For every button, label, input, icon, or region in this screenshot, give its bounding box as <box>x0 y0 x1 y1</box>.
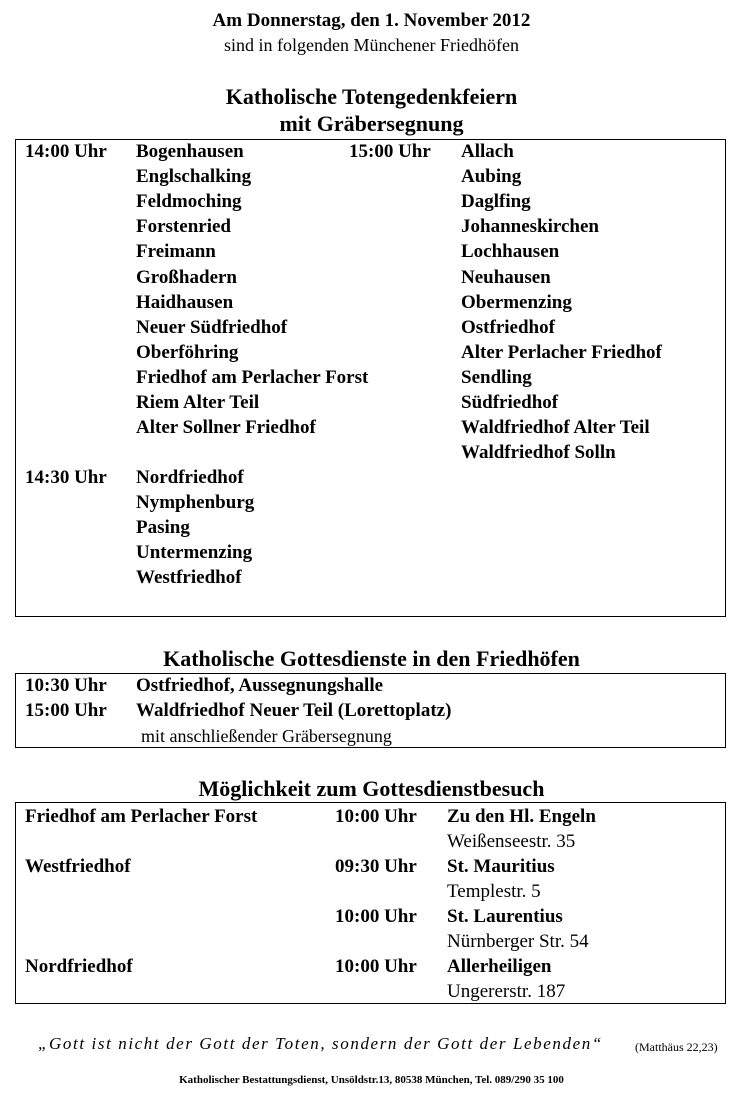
cemetery-item: Aubing <box>461 166 522 187</box>
service-time: 10:00 Uhr <box>335 956 417 977</box>
service-time: 15:00 Uhr <box>25 700 107 721</box>
cemetery-item: Ostfriedhof <box>461 317 555 338</box>
section1-subtitle: mit Gräbersegnung <box>279 111 464 136</box>
section1-box <box>15 139 726 617</box>
cemetery-item: Großhadern <box>136 267 238 288</box>
cemetery-item: Untermenzing <box>136 542 253 563</box>
cemetery-item: Nordfriedhof <box>136 467 244 488</box>
cemetery-item: Waldfriedhof Solln <box>461 442 616 463</box>
cemetery-item: Nymphenburg <box>136 492 255 513</box>
cemetery-item: Sendling <box>461 367 532 388</box>
section2-title: Katholische Gottesdienste in den Friedhöfen <box>163 646 580 671</box>
church-address: Nürnberger Str. 54 <box>447 931 589 952</box>
cemetery-item: Südfriedhof <box>461 392 559 413</box>
cemetery-item: Pasing <box>136 517 190 538</box>
service-time: 10:00 Uhr <box>335 906 417 927</box>
bible-reference: (Matthäus 22,23) <box>635 1040 718 1054</box>
service-note: mit anschließender Gräbersegnung <box>141 726 392 746</box>
footer-contact: Katholischer Bestattungsdienst, Unsöldstr.13, 80538 München, Tel. 089/290 35 100 <box>179 1074 564 1086</box>
church-name: Zu den Hl. Engeln <box>447 806 596 827</box>
section1-title: Katholische Totengedenkfeiern <box>225 84 518 109</box>
cemetery-name: Friedhof am Perlacher Forst <box>25 806 258 827</box>
service-time: 10:30 Uhr <box>25 675 107 696</box>
cemetery-item: Forstenried <box>136 216 231 237</box>
cemetery-item: Waldfriedhof Alter Teil <box>461 417 650 438</box>
service-location: Ostfriedhof, Aussegnungshalle <box>136 675 384 696</box>
church-name: St. Mauritius <box>447 856 555 877</box>
time-label: 14:30 Uhr <box>25 467 107 488</box>
cemetery-item: Neuhausen <box>461 267 551 288</box>
cemetery-item: Neuer Südfriedhof <box>136 317 288 338</box>
header-date: Am Donnerstag, den 1. November 2012 <box>212 10 531 31</box>
cemetery-item: Freimann <box>136 241 216 262</box>
cemetery-item: Alter Perlacher Friedhof <box>461 342 662 363</box>
service-location: Waldfriedhof Neuer Teil (Lorettoplatz) <box>136 700 452 721</box>
cemetery-item: Johanneskirchen <box>461 216 599 237</box>
cemetery-item: Haidhausen <box>136 292 234 313</box>
church-address: Ungererstr. 187 <box>447 981 566 1002</box>
header-subline: sind in folgenden Münchener Friedhöfen <box>224 35 519 55</box>
section3-title: Möglichkeit zum Gottesdienstbesuch <box>198 776 545 801</box>
service-time: 09:30 Uhr <box>335 856 417 877</box>
cemetery-item: Daglfing <box>461 191 531 212</box>
time-label: 14:00 Uhr <box>25 141 107 162</box>
cemetery-name: Westfriedhof <box>25 856 131 877</box>
cemetery-item: Oberföhring <box>136 342 239 363</box>
service-time: 10:00 Uhr <box>335 806 417 827</box>
church-address: Weißenseestr. 35 <box>447 831 576 852</box>
cemetery-item: Bogenhausen <box>136 141 244 162</box>
bible-quote: „Gott ist nicht der Gott der Toten, sondern der Gott der Lebenden“ <box>38 1034 603 1053</box>
cemetery-item: Lochhausen <box>461 241 560 262</box>
cemetery-name: Nordfriedhof <box>25 956 133 977</box>
cemetery-item: Allach <box>461 141 514 162</box>
cemetery-item: Alter Sollner Friedhof <box>136 417 316 438</box>
cemetery-item: Obermenzing <box>461 292 572 313</box>
cemetery-item: Friedhof am Perlacher Forst <box>136 367 369 388</box>
cemetery-item: Englschalking <box>136 166 252 187</box>
time-label: 15:00 Uhr <box>349 141 431 162</box>
cemetery-item: Feldmoching <box>136 191 242 212</box>
church-name: Allerheiligen <box>447 956 552 977</box>
cemetery-item: Westfriedhof <box>136 567 242 588</box>
church-name: St. Laurentius <box>447 906 563 927</box>
cemetery-item: Riem Alter Teil <box>136 392 260 413</box>
church-address: Templestr. 5 <box>447 881 541 902</box>
